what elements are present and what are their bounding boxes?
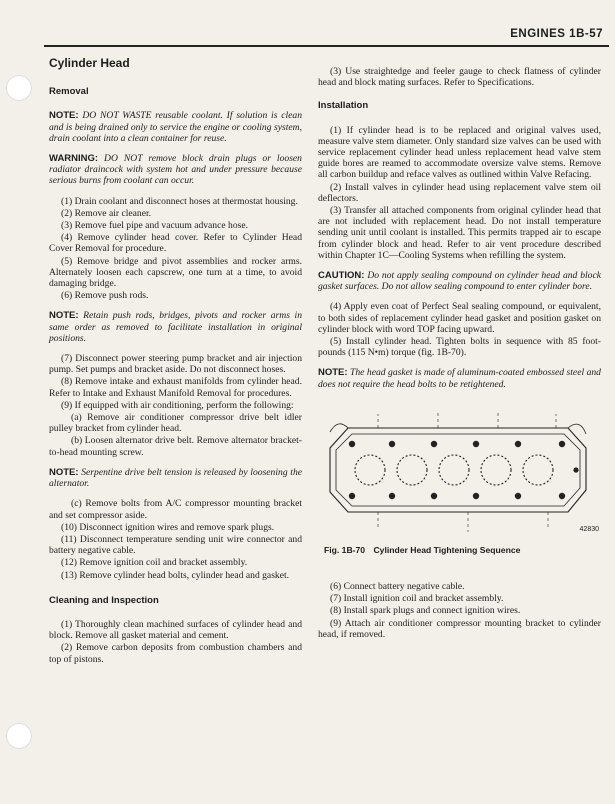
binder-hole-top xyxy=(6,75,32,101)
note-coolant xyxy=(49,110,302,144)
note-text: The head gasket is made of aluminum-coated embossed steel and does not require the head bolts to be retightened. xyxy=(318,367,601,390)
end-bosses xyxy=(330,424,586,434)
note-label: NOTE: xyxy=(49,110,79,122)
removal-step: (3) Remove fuel pipe and vacuum advance hose. xyxy=(61,220,249,232)
cleaning-step: (1) Thoroughly clean machined surfaces of cylinder head and block. Remove all gasket material and cement. xyxy=(49,618,302,642)
warning xyxy=(49,153,302,187)
removal-substep: (a) Remove air conditioner compressor drive belt idler pulley bracket from cylinder head. xyxy=(49,412,302,435)
section-title: Cylinder Head xyxy=(49,56,130,70)
gasket-inner-outline xyxy=(336,434,580,506)
page-header-title: ENGINES 1B-57 xyxy=(510,28,603,40)
caution xyxy=(318,270,601,292)
cleaning-heading: Cleaning and Inspection xyxy=(49,594,159,606)
note-label: NOTE: xyxy=(318,367,348,379)
combustion-chamber-2 xyxy=(397,455,427,485)
removal-step: (8) Remove intake and exhaust manifolds from cylinder head. Refer to Intake and Exhaust Manifold Removal for procedures. xyxy=(49,376,302,399)
removal-substep: (b) Loosen alternator drive belt. Remove alternator bracket-to-head mounting screw. xyxy=(49,435,302,458)
leader-lines-top xyxy=(378,412,556,428)
note-serpentine xyxy=(49,467,302,489)
install-step: (7) Install ignition coil and bracket assembly. xyxy=(330,593,504,605)
figure-code: 42830 xyxy=(579,525,599,533)
install-step: (2) Install valves in cylinder head using replacement valve stem oil deflectors. xyxy=(318,181,601,204)
leader-lines-bottom xyxy=(378,512,548,532)
removal-step: (6) Remove push rods. xyxy=(61,290,149,302)
cleaning-step: (2) Remove carbon deposits from combustion chambers and top of pistons. xyxy=(49,642,302,665)
warning-text: DO NOT remove block drain plugs or loosen radiator draincock with system hot and under pressure because serious burns from coolant can occur. xyxy=(49,153,302,187)
removal-step: (11) Disconnect temperature sending unit wire connector and battery negative cable. xyxy=(49,533,302,557)
note-label: NOTE: xyxy=(49,466,79,478)
combustion-chamber-3 xyxy=(439,455,469,485)
removal-step: (10) Disconnect ignition wires and remove spark plugs. xyxy=(61,521,275,533)
cleaning-step: (3) Use straightedge and feeler gauge to check flatness of cylinder head and block mating surfaces. Refer to Specifications. xyxy=(318,66,601,89)
binder-hole-bottom xyxy=(6,723,32,749)
left-column xyxy=(49,52,302,666)
note-label: NOTE: xyxy=(49,310,79,322)
install-step: (4) Apply even coat of Perfect Seal sealing compound, or equivalent, to both sides of replacement cylinder head gasket and position gasket on cylinder block with word TOP facing upward. xyxy=(318,301,601,335)
note-text: DO NOT WASTE reusable coolant. If solution is clean and is being drained only to service the engine or cooling system, drain coolant into a clean container for reuse. xyxy=(49,110,302,144)
note-head-gasket xyxy=(318,367,601,389)
removal-step: (9) If equipped with air conditioning, perform the following: xyxy=(61,399,294,411)
removal-step: (7) Disconnect power steering pump bracket and air injection pump. Set pumps and bracket aside. Do not disconnect hoses. xyxy=(49,353,302,376)
removal-step: (13) Remove cylinder head bolts, cylinder head and gasket. xyxy=(61,569,290,581)
figure-number: Fig. 1B-70 xyxy=(324,544,366,555)
cylinder-head-diagram xyxy=(318,404,601,539)
note-push-rods xyxy=(49,310,302,344)
install-step: (5) Install cylinder head. Tighten bolts in sequence with 85 foot-pounds (115 N•m) torque (fig. 1B-70). xyxy=(318,336,601,359)
combustion-chamber-1 xyxy=(355,455,385,485)
removal-step: (1) Drain coolant and disconnect hoses at thermostat housing. xyxy=(61,195,298,207)
install-step: (6) Connect battery negative cable. xyxy=(330,581,465,593)
installation-heading: Installation xyxy=(318,100,369,112)
header-rule xyxy=(44,45,609,47)
combustion-chamber-5 xyxy=(523,455,553,485)
install-step: (3) Transfer all attached components from original cylinder head that are not included with replacement head. Do not install temperature sending unit until coolant is installed. This permits trapped air to escape from cylinder block and head. Refer to air vent procedure described within Chapter 1C—Cooling Systems when refilling the system. xyxy=(318,205,601,261)
caution-text: Do not apply sealing compound on cylinder head and block gasket surfaces. Do not allow sealing compound to enter cylinder bore. xyxy=(318,270,601,293)
warning-label: WARNING: xyxy=(49,153,99,165)
removal-step: (4) Remove cylinder head cover. Refer to Cylinder Head Cover Removal for procedure. xyxy=(49,232,302,255)
removal-substep: (c) Remove bolts from A/C compressor mounting bracket and set compressor aside. xyxy=(49,498,302,521)
removal-heading: Removal xyxy=(49,86,89,98)
figure-cylinder-head-sequence xyxy=(318,404,601,539)
combustion-chamber-4 xyxy=(481,455,511,485)
cylinder-head-outline xyxy=(330,428,586,512)
install-step: (1) If cylinder head is to be replaced and original valves used, measure valve stem diameter. Only standard size valves can be used with service replacement cylinder head unless replacement head valve stem guide bores are reamed to accommodate oversize valve stems. Remove all carbon buildup and reface valves as outlined within Valve Refacing. xyxy=(318,124,601,181)
figure-title: Cylinder Head Tightening Sequence xyxy=(373,544,521,555)
head-bolts xyxy=(349,441,579,499)
install-step: (9) Attach air conditioner compressor mounting bracket to cylinder head, if removed. xyxy=(318,617,601,640)
removal-step: (5) Remove bridge and pivot assemblies and rocker arms. Alternately loosen each capscrew, one turn at a time, to avoid damaging bridge. xyxy=(49,255,302,290)
install-step: (8) Install spark plugs and connect ignition wires. xyxy=(330,605,521,617)
right-column xyxy=(318,52,601,641)
figure-caption xyxy=(324,545,601,556)
note-text: Retain push rods, bridges, pivots and rocker arms in same order as removed to facilitate installation in original positions. xyxy=(49,310,302,344)
note-text: Serpentine drive belt tension is released by loosening the alternator. xyxy=(49,466,302,490)
removal-step: (2) Remove air cleaner. xyxy=(61,207,152,219)
caution-label: CAUTION: xyxy=(318,270,365,282)
removal-step: (12) Remove ignition coil and bracket assembly. xyxy=(61,557,248,569)
